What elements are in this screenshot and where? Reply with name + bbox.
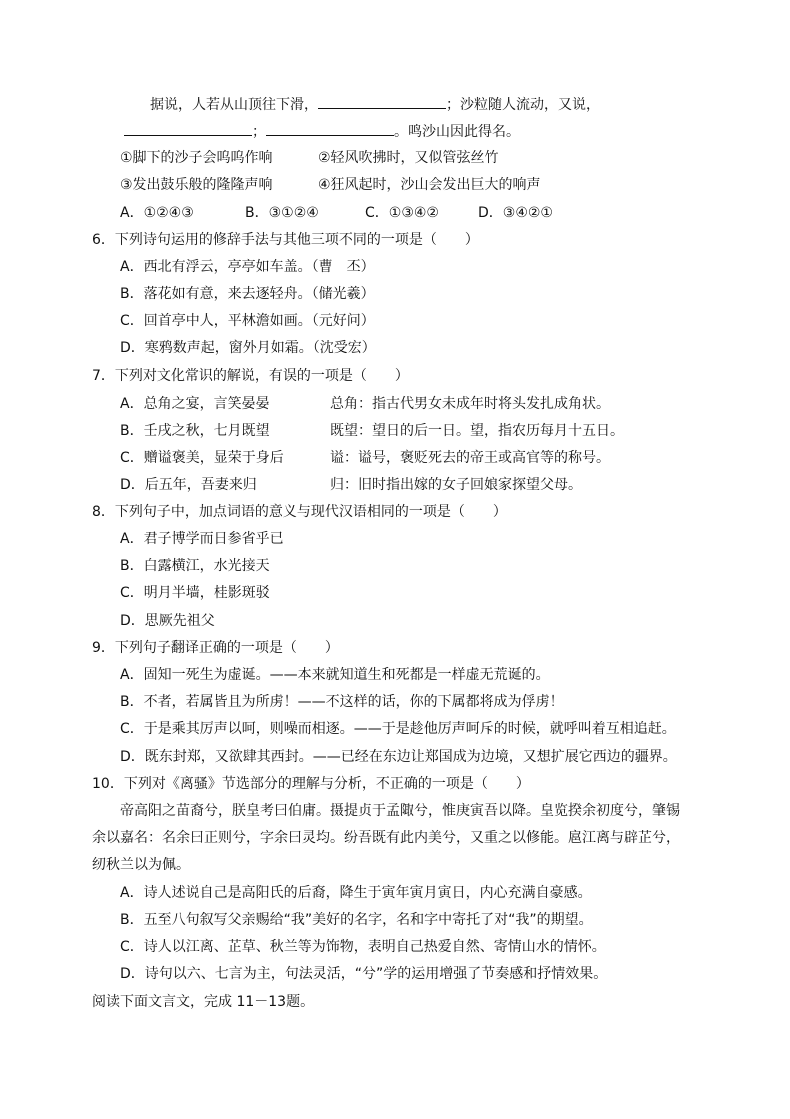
- option-b: B．③①②④: [245, 205, 319, 221]
- passage-line-1: 帝高阳之苗裔兮，朕皇考曰伯庸。摄提贞于孟陬兮，惟庚寅吾以降。皇览揆余初度兮，肇锡: [120, 803, 680, 819]
- reading-instruction: 阅读下面文言文，完成 11－13题。: [92, 994, 315, 1010]
- answer-blank: [266, 121, 394, 136]
- question-9-option-d: D．既东封郑，又欲肆其西封。——已经在东边让郑国成为边境，又想扩展它西边的疆界。: [120, 749, 677, 765]
- choice-2: ②轻风吹拂时，又似管弦丝竹: [318, 150, 499, 166]
- question-8-option-d: D．思厥先祖父: [120, 613, 215, 629]
- intro-text: 。鸣沙山因此得名。: [394, 124, 520, 140]
- question-7-option-c-note: 谥：谥号，褒贬死去的帝王或高官等的称号。: [330, 450, 610, 466]
- question-6-stem: 6．下列诗句运用的修辞手法与其他三项不同的一项是（ ）: [92, 232, 479, 248]
- question-6-option-b: B．落花如有意，来去逐轻舟。（储光羲）: [120, 286, 375, 302]
- intro-text: ；沙粒随人流动，又说，: [446, 97, 600, 113]
- passage-line-2: 余以嘉名：名余曰正则兮，字余曰灵均。纷吾既有此内美兮，又重之以修能。扈江离与辟芷兮，: [92, 830, 680, 846]
- answer-blank: [124, 121, 252, 136]
- question-8-option-b: B．白露横江，水光接天: [120, 558, 270, 574]
- question-10-option-a: A．诗人述说自己是高阳氏的后裔，降生于寅年寅月寅日，内心充满自豪感。: [120, 885, 592, 901]
- question-10-option-b: B．五至八句叙写父亲赐给“我”美好的名字，名和字中寄托了对“我”的期望。: [120, 912, 593, 928]
- question-7-option-b-note: 既望：望日的后一日。望，指农历每月十五日。: [330, 423, 624, 439]
- question-7-option-a-note: 总角：指古代男女未成年时将头发扎成角状。: [330, 396, 610, 412]
- question-6-option-a: A．西北有浮云，亭亭如车盖。（曹 丕）: [120, 259, 375, 275]
- passage-line-3: 纫秋兰以为佩。: [92, 857, 190, 873]
- question-6-option-d: D．寒鸦数声起，窗外月如霜。（沈受宏）: [120, 340, 376, 356]
- intro-line-2: [124, 121, 520, 142]
- answer-blank: [318, 94, 446, 109]
- question-9-option-c: C．于是乘其厉声以呵，则噪而相逐。——于是趁他厉声呵斥的时候，就呼叫着互相追赶。: [120, 721, 676, 737]
- option-a: A．①②④③: [120, 205, 194, 221]
- choice-1: ①脚下的沙子会呜呜作响: [120, 150, 273, 166]
- option-d: D．③④②①: [478, 205, 553, 221]
- intro-text: ；: [252, 124, 266, 140]
- question-9-stem: 9．下列句子翻译正确的一项是（ ）: [92, 640, 339, 656]
- question-7-option-b: B．壬戌之秋，七月既望: [120, 423, 270, 439]
- question-9-option-a: A．固知一死生为虚诞。——本来就知道生和死都是一样虚无荒诞的。: [120, 667, 550, 683]
- intro-line-1: [150, 94, 600, 115]
- question-7-option-a: A．总角之宴，言笑晏晏: [120, 396, 270, 412]
- question-8-stem: 8．下列句子中，加点词语的意义与现代汉语相同的一项是（ ）: [92, 504, 507, 520]
- question-8-option-a: A．君子博学而日参省乎已: [120, 531, 284, 547]
- question-9-option-b: B．不者，若属皆且为所虏！——不这样的话，你的下属都将成为俘虏！: [120, 694, 564, 710]
- question-10-option-d: D．诗句以六、七言为主，句法灵活，“兮”学的运用增强了节奏感和抒情效果。: [120, 966, 608, 982]
- question-8-option-c: C．明月半墙，桂影斑驳: [120, 585, 270, 601]
- question-7-option-d-note: 归：旧时指出嫁的女子回娘家探望父母。: [330, 477, 582, 493]
- choice-3: ③发出鼓乐般的隆隆声响: [120, 177, 273, 193]
- question-6-option-c: C．回首亭中人，平林澹如画。（元好问）: [120, 313, 375, 329]
- question-10-stem: 10．下列对《离骚》节选部分的理解与分析，不正确的一项是（ ）: [92, 776, 530, 792]
- option-c: C．①③④②: [365, 205, 439, 221]
- question-7-option-d: D．后五年，吾妻来归: [120, 477, 257, 493]
- question-7-stem: 7．下列对文化常识的解说，有误的一项是（ ）: [92, 368, 409, 384]
- question-7-option-c: C．赠谥褒美，显荣于身后: [120, 450, 284, 466]
- intro-text: 据说，人若从山顶往下滑，: [150, 97, 318, 113]
- question-10-option-c: C．诗人以江离、芷草、秋兰等为饰物，表明自己热爱自然、寄情山水的情怀。: [120, 939, 606, 955]
- choice-4: ④狂风起时，沙山会发出巨大的响声: [318, 177, 541, 193]
